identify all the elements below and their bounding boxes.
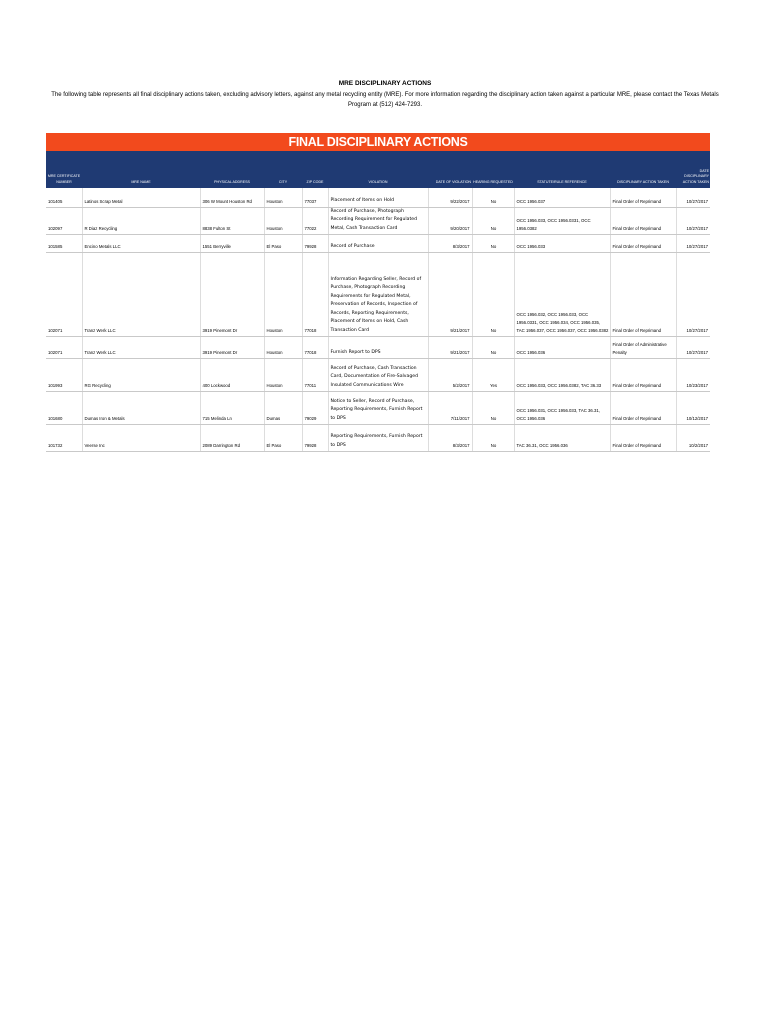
column-header-action: DISCIPLINARY ACTION TAKEN	[610, 151, 676, 188]
cell-date-violation: 8/3/2017	[428, 425, 472, 452]
cell-hearing: No	[472, 235, 514, 253]
cell-name: Veerse Inc	[82, 425, 200, 452]
cell-name: Dumas Iron & Metals	[82, 392, 200, 425]
cell-hearing: No	[472, 253, 514, 337]
document-title: MRE DISCIPLINARY ACTIONS	[338, 80, 432, 87]
cell-city: Houston	[264, 337, 302, 359]
cell-action: Final Order of Reprimand	[610, 425, 676, 452]
cell-zip: 77022	[302, 207, 328, 235]
column-header-zip: ZIP CODE	[302, 151, 328, 188]
cell-date-violation: 8/3/2017	[428, 235, 472, 253]
cell-date-violation: 9/22/2017	[428, 188, 472, 207]
table-row	[46, 359, 710, 392]
cell-date-violation: 9/21/2017	[428, 337, 472, 359]
cell-cert: 102071	[46, 337, 82, 359]
cell-cert: 101993	[46, 359, 82, 392]
cell-address: 3919 Pinemont Dr	[200, 337, 264, 359]
document-description: The following table represents all final disciplinary actions taken, excluding advisory letters, against any metal recycling entity (MRE). For more information regarding the disciplinary action taken against a particular MRE, please contact the Texas Metals Program at (512) 424-7293.	[51, 92, 719, 108]
cell-address: 3919 Pinemont Dr	[200, 253, 264, 337]
column-header-cert: MRE CERTIFICATE NUMBER	[46, 151, 82, 188]
cell-address: 1551 Berryville	[200, 235, 264, 253]
cell-date-action: 10/27/2017	[676, 337, 710, 359]
cell-statute: OCC 1956.037	[514, 188, 610, 207]
cell-violation: Notice to Seller, Record of Purchase, Reporting Requirements, Furnish Report to DPS	[328, 392, 428, 425]
cell-date-violation: 9/21/2017	[428, 253, 472, 337]
column-header-name: MRE NAME	[82, 151, 200, 188]
cell-violation: Record of Purchase, Photograph Recording Requirement for Regulated Metal, Cash Transaction Card	[328, 207, 428, 235]
cell-cert: 101732	[46, 425, 82, 452]
cell-date-action: 10/27/2017	[676, 235, 710, 253]
cell-action: Final Order of Reprimand	[610, 207, 676, 235]
cell-hearing: No	[472, 337, 514, 359]
cell-address: 715 Melinda Ln	[200, 392, 264, 425]
cell-violation: Record of Purchase, Cash Transaction Card, Documentation of Fire-Salvaged Insulated Communications Wire	[328, 359, 428, 392]
cell-city: Houston	[264, 359, 302, 392]
cell-zip: 79928	[302, 235, 328, 253]
cell-zip: 77018	[302, 253, 328, 337]
table-row	[46, 188, 710, 207]
cell-address: 8838 Fulton St	[200, 207, 264, 235]
cell-date-action: 10/23/2017	[676, 359, 710, 392]
cell-violation: Furnish Report to DPS	[328, 337, 428, 359]
cell-zip: 77037	[302, 188, 328, 207]
cell-statute: OCC 1956.031, OCC 1956.033, TAC 36.31, OCC 1956.036	[514, 392, 610, 425]
cell-violation: Reporting Requirements, Furnish Report to DPS	[328, 425, 428, 452]
cell-zip: 77011	[302, 359, 328, 392]
cell-name: Tranz Werk LLC	[82, 253, 200, 337]
table-row	[46, 253, 710, 337]
cell-city: El Paso	[264, 235, 302, 253]
cell-action: Final Order of Reprimand	[610, 235, 676, 253]
cell-name: R Diaz Recycling	[82, 207, 200, 235]
section-banner: FINAL DISCIPLINARY ACTIONS	[46, 133, 710, 151]
column-header-date-action: DATE DISCIPLINARY ACTION TAKEN	[676, 151, 710, 188]
cell-date-violation: 5/2/2017	[428, 359, 472, 392]
cell-date-action: 10/27/2017	[676, 253, 710, 337]
column-header-date-violation: DATE OF VIOLATION	[428, 151, 472, 188]
table-row	[46, 207, 710, 235]
column-header-hearing: HEARING REQUESTED	[472, 151, 514, 188]
cell-cert: 102071	[46, 253, 82, 337]
cell-city: El Paso	[264, 425, 302, 452]
cell-city: Houston	[264, 207, 302, 235]
cell-violation: Record of Purchase	[328, 235, 428, 253]
cell-cert: 102097	[46, 207, 82, 235]
cell-statute: OCC 1956.032, OCC 1956.033, OCC 1956.0331, OCC 1956.034, OCC 1956.035, TAC 1956.037, OCC 1956.037, OCC 1956.0382	[514, 253, 610, 337]
cell-address: 306 W Mount Houston Rd	[200, 188, 264, 207]
cell-hearing: No	[472, 392, 514, 425]
cell-statute: TAC 36.31, OCC 1956.036	[514, 425, 610, 452]
cell-date-action: 10/27/2017	[676, 188, 710, 207]
column-header-address: PHYSICAL ADDRESS	[200, 151, 264, 188]
cell-name: Tranz Werk LLC	[82, 337, 200, 359]
cell-violation: Information Regarding Seller, Record of Purchase, Photograph Recording Requirements for Regulated Metal, Preservation of Records, Inspection of Records, Reporting Requirements, Placement of Items on Hold, Cash Transaction Card	[328, 253, 428, 337]
cell-date-action: 10/27/2017	[676, 207, 710, 235]
cell-hearing: No	[472, 188, 514, 207]
table-row	[46, 425, 710, 452]
cell-action: Final Order of Administrative Penalty	[610, 337, 676, 359]
cell-cert: 101585	[46, 235, 82, 253]
cell-date-action: 10/12/2017	[676, 392, 710, 425]
cell-date-violation: 9/20/2017	[428, 207, 472, 235]
column-header-violation: VIOLATION	[328, 151, 428, 188]
cell-city: Dumas	[264, 392, 302, 425]
cell-zip: 77018	[302, 337, 328, 359]
cell-hearing: Yes	[472, 359, 514, 392]
cell-hearing: No	[472, 425, 514, 452]
cell-cert: 101405	[46, 188, 82, 207]
cell-zip: 79928	[302, 425, 328, 452]
cell-city: Houston	[264, 253, 302, 337]
cell-statute: OCC 1956.033, OCC 1956.0382, TAC 36.33	[514, 359, 610, 392]
cell-action: Final Order of Reprimand	[610, 359, 676, 392]
disciplinary-actions-table	[46, 151, 710, 452]
table-row	[46, 392, 710, 425]
cell-hearing: No	[472, 207, 514, 235]
cell-action: Final Order of Reprimand	[610, 253, 676, 337]
table-row	[46, 337, 710, 359]
cell-cert: 101680	[46, 392, 82, 425]
cell-violation: Placement of Items on Hold	[328, 188, 428, 207]
cell-city: Houston	[264, 188, 302, 207]
cell-action: Final Order of Reprimand	[610, 188, 676, 207]
cell-statute: OCC 1956.036	[514, 337, 610, 359]
column-header-city: CITY	[264, 151, 302, 188]
table-header-row	[46, 151, 710, 188]
cell-address: 400 Lockwood	[200, 359, 264, 392]
cell-name: Encino Metals LLC	[82, 235, 200, 253]
cell-statute: OCC 1956.033	[514, 235, 610, 253]
column-header-statute: STATUTE/RULE REFERENCE	[514, 151, 610, 188]
cell-action: Final Order of Reprimand	[610, 392, 676, 425]
cell-name: RG Recycling	[82, 359, 200, 392]
cell-address: 2089 Darrington Rd	[200, 425, 264, 452]
cell-name: Latinos Scrap Metal	[82, 188, 200, 207]
cell-date-violation: 7/11/2017	[428, 392, 472, 425]
cell-statute: OCC 1956.033, OCC 1956.0331, OCC 1956.0382	[514, 207, 610, 235]
cell-zip: 79029	[302, 392, 328, 425]
cell-date-action: 10/2/2017	[676, 425, 710, 452]
table-row	[46, 235, 710, 253]
